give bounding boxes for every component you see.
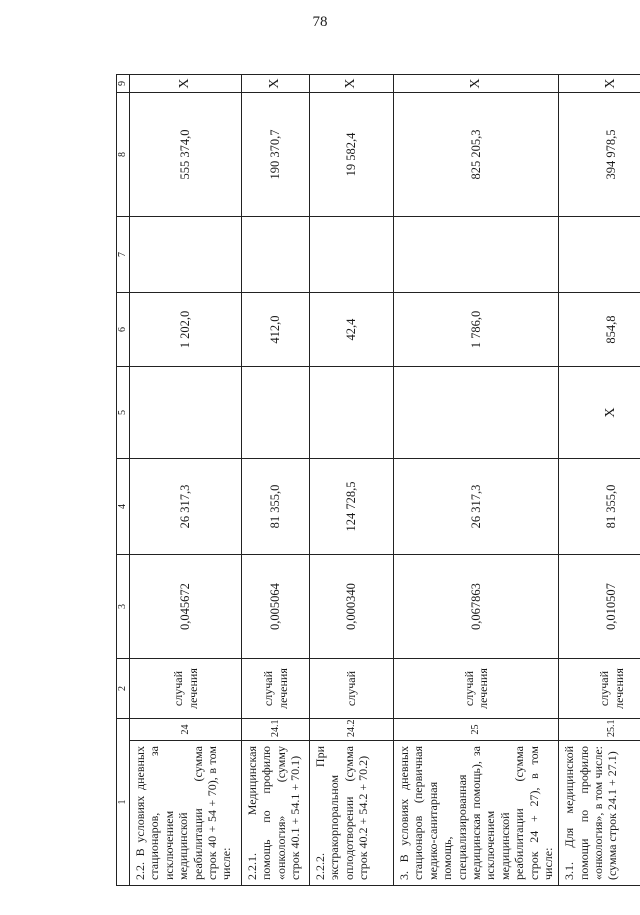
row-code: 25	[394, 719, 559, 741]
row-col-9: X	[394, 75, 559, 93]
header-col-4: 4	[117, 459, 130, 555]
row-name: 2.2.1. Медицинская помощь по профилю «онкология» (сумму строк 40.1 + 54.1 + 70.1)	[242, 741, 310, 886]
rotated-table-container	[116, 75, 632, 886]
row-col-4: 81 355,0	[242, 459, 310, 555]
row-unit: случай лечения	[242, 659, 310, 719]
row-col-7	[394, 217, 559, 293]
row-col-9: X	[310, 75, 394, 93]
header-col-8: 8	[117, 93, 130, 217]
table-row	[130, 75, 242, 886]
row-code: 24.2	[310, 719, 394, 741]
row-col-6: 412,0	[242, 293, 310, 367]
row-col-7	[559, 217, 640, 293]
header-col-5: 5	[117, 367, 130, 459]
row-code: 25.1	[559, 719, 640, 741]
row-code: 24	[130, 719, 242, 741]
row-col-8: 555 374,0	[130, 93, 242, 217]
volume-table	[116, 74, 640, 886]
row-col-5: X	[559, 367, 640, 459]
table-row	[242, 75, 310, 886]
row-col-6: 42,4	[310, 293, 394, 367]
row-col-4: 81 355,0	[559, 459, 640, 555]
header-col-6: 6	[117, 293, 130, 367]
row-unit: случай лечения	[394, 659, 559, 719]
table-row	[394, 75, 559, 886]
row-name: 3.1. Для медицинской помощи по профилю «онкология», в том числе: (сумма строк 24.1 + 27.1)	[559, 741, 640, 886]
header-col-9: 9	[117, 75, 130, 93]
row-col-3: 0,067863	[394, 555, 559, 659]
row-col-9: X	[559, 75, 640, 93]
header-col-2: 2	[117, 659, 130, 719]
row-col-8: 825 205,3	[394, 93, 559, 217]
table-row	[559, 75, 640, 886]
row-col-7	[310, 217, 394, 293]
row-col-3: 0,005064	[242, 555, 310, 659]
row-col-4: 124 728,5	[310, 459, 394, 555]
row-col-5	[242, 367, 310, 459]
row-col-4: 26 317,3	[394, 459, 559, 555]
header-col-1: 1	[117, 719, 130, 886]
row-col-8: 394 978,5	[559, 93, 640, 217]
row-col-7	[242, 217, 310, 293]
row-col-8: 190 370,7	[242, 93, 310, 217]
row-col-5	[130, 367, 242, 459]
row-name: 2.2.2. При экстракорпоральном оплодотворении (сумма строк 40.2 + 54.2 + 70.2)	[310, 741, 394, 886]
row-col-5	[310, 367, 394, 459]
header-col-7: 7	[117, 217, 130, 293]
row-col-6: 1 202,0	[130, 293, 242, 367]
row-unit: случай лечения	[559, 659, 640, 719]
row-name: 3. В условиях дневных стационаров (первичная медико-санитарная помощь, специализированная медицинская помощь), за исключением медицинской реабилитации (сумма строк 24 + 27), в том числе:	[394, 741, 559, 886]
row-col-5	[394, 367, 559, 459]
row-unit: случай лечения	[130, 659, 242, 719]
table-row	[310, 75, 394, 886]
row-col-3: 0,045672	[130, 555, 242, 659]
header-col-3: 3	[117, 555, 130, 659]
row-name: 2.2. В условиях дневных стационаров, за исключением медицинской реабилитации (сумма строк 40 + 54 + 70), в том числе:	[130, 741, 242, 886]
row-col-8: 19 582,4	[310, 93, 394, 217]
row-col-6: 1 786,0	[394, 293, 559, 367]
row-col-7	[130, 217, 242, 293]
rotated-table-wrapper	[116, 75, 632, 886]
row-col-6: 854,8	[559, 293, 640, 367]
row-col-9: X	[130, 75, 242, 93]
row-code: 24.1	[242, 719, 310, 741]
header-row	[117, 75, 130, 886]
page-number: 78	[312, 14, 328, 30]
row-col-4: 26 317,3	[130, 459, 242, 555]
row-unit: случай	[310, 659, 394, 719]
row-col-3: 0,010507	[559, 555, 640, 659]
row-col-3: 0,000340	[310, 555, 394, 659]
row-col-9: X	[242, 75, 310, 93]
